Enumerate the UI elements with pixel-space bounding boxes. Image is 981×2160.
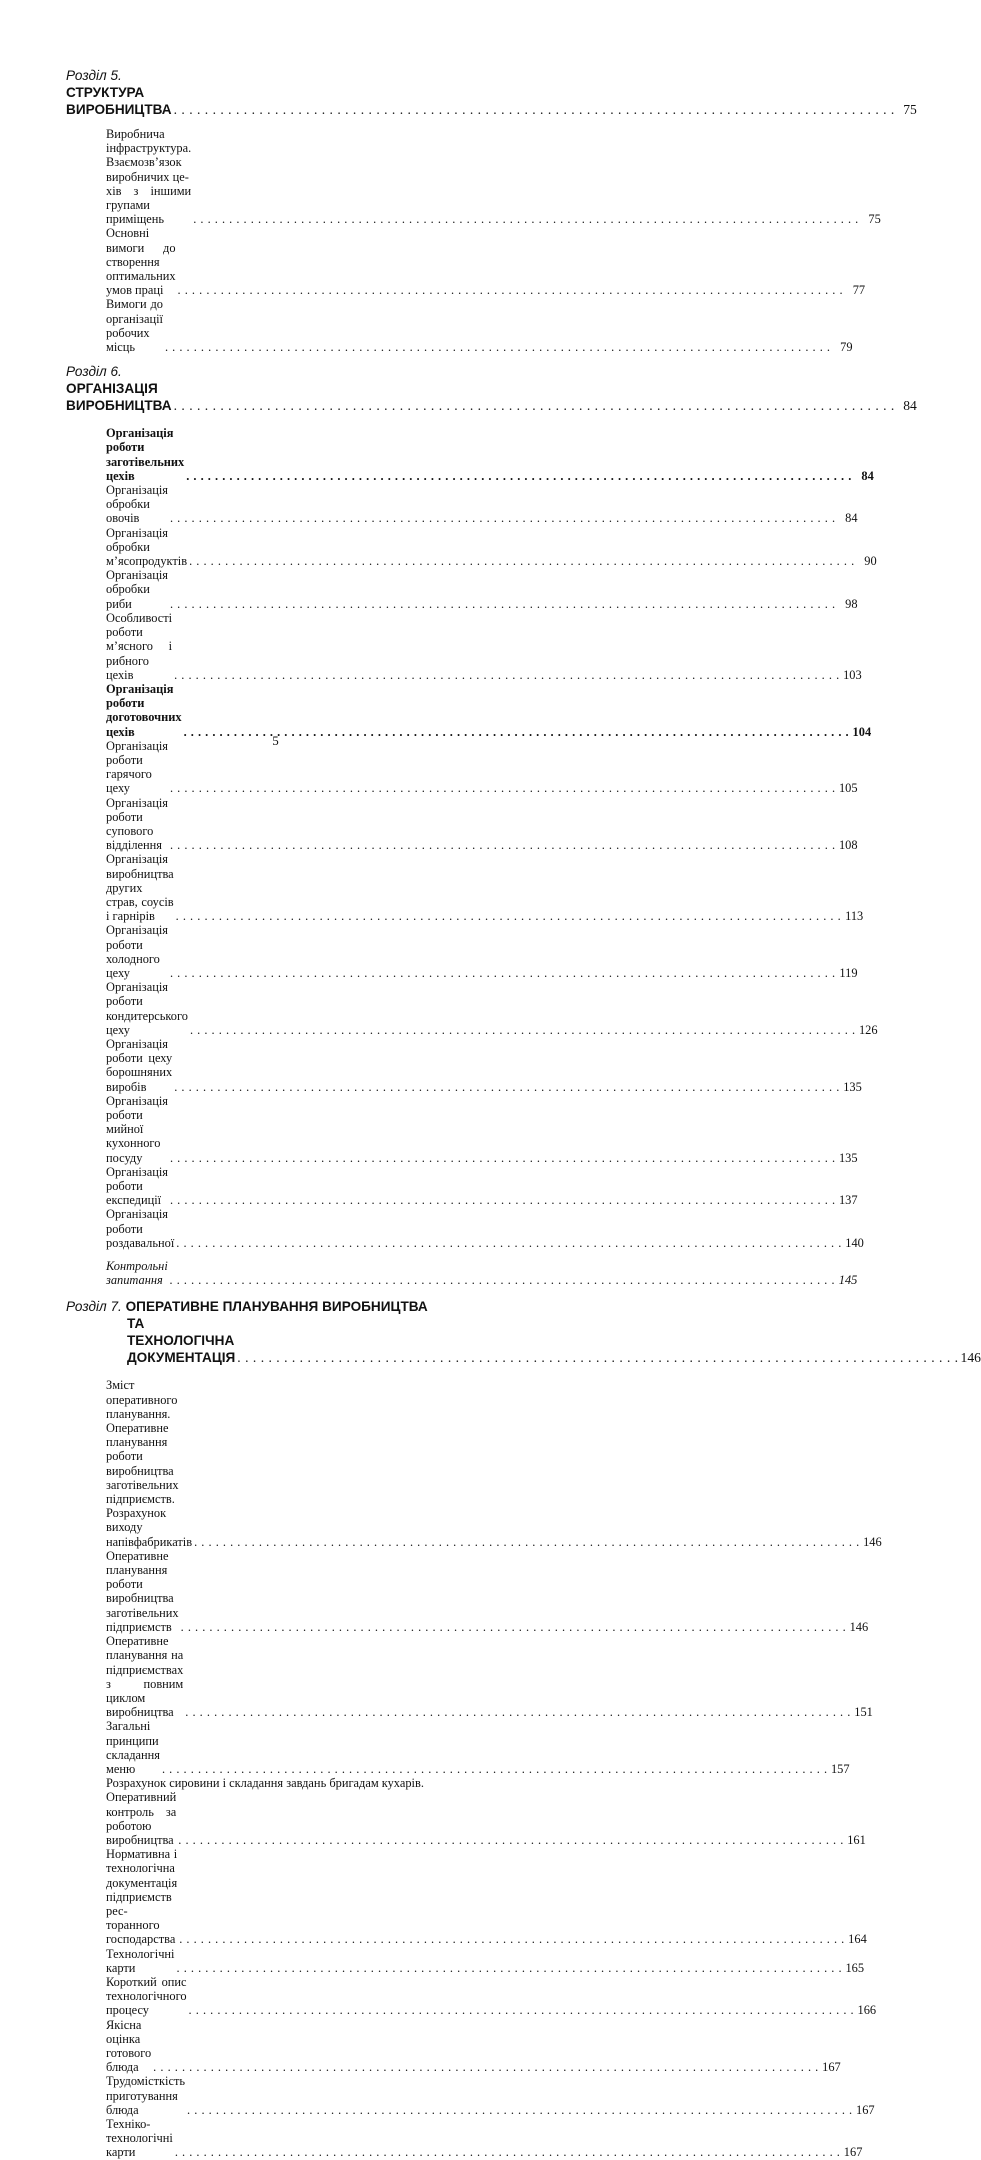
- entry-text-line: Оперативне планування на підприємствах з повним циклом: [106, 1634, 184, 1705]
- entry-text: [106, 127, 191, 226]
- leader-dots: [178, 1833, 844, 1847]
- toc-item[interactable]: [66, 610, 862, 682]
- chapter-prefix: Розділ 5.: [66, 68, 122, 83]
- chapter-5-entry[interactable]: [66, 67, 917, 118]
- entry-text: [127, 1315, 235, 1366]
- entry-text-line: Виробнича інфраструктура. Взаємозв’язок виробничих це-: [106, 127, 192, 184]
- leader-dots: [187, 2103, 853, 2117]
- entry-text-line: хів з іншими групами приміщень: [106, 183, 192, 227]
- page-ref: 119: [839, 965, 858, 980]
- entry-text: Організація роботи гарячого цеху: [106, 738, 168, 796]
- leader-dots: [170, 511, 836, 525]
- page-ref: 126: [858, 1022, 878, 1037]
- page-ref: 75: [903, 102, 917, 117]
- chapter-title: ОРГАНІЗАЦІЯ ВИРОБНИЦТВА: [66, 381, 172, 414]
- entry-text: [106, 1549, 179, 1634]
- page-ref: 103: [843, 667, 862, 682]
- leader-dots: [193, 212, 859, 226]
- entry-text: Організація обробки риби: [106, 568, 168, 611]
- entry-text: [66, 67, 172, 118]
- leader-dots: [170, 781, 836, 795]
- entry-text: Короткий опис технологічного процесу: [106, 1974, 187, 2018]
- entry-text: [66, 363, 172, 414]
- entry-text: Основні вимоги до створення оптимальних умов праці: [106, 226, 176, 298]
- page-ref: 145: [838, 1273, 858, 1288]
- leader-dots: [170, 1273, 836, 1287]
- page-ref: 98: [845, 596, 858, 611]
- table-of-contents: [66, 67, 981, 2160]
- entry-text: Організація роботи роздавальної: [106, 1207, 175, 1250]
- toc-item[interactable]: [66, 1378, 882, 1549]
- chapter-prefix: Розділ 6.: [66, 364, 122, 380]
- toc-item[interactable]: [66, 1207, 864, 1250]
- toc-item[interactable]: [66, 525, 877, 569]
- leader-dots: [170, 838, 836, 852]
- toc-item[interactable]: [66, 483, 858, 526]
- page-number: 5: [272, 733, 279, 748]
- entry-text: [106, 1378, 192, 1548]
- entry-text-line: торанного господарства: [106, 1918, 176, 1947]
- toc-item[interactable]: [66, 1093, 858, 1165]
- toc-item[interactable]: [66, 1946, 865, 1975]
- chapter-title-line1: ОПЕРАТИВНЕ ПЛАНУВАННЯ ВИРОБНИЦТВА: [125, 1299, 428, 1315]
- page-ref: 84: [861, 468, 874, 483]
- entry-text: Організація обробки овочів: [106, 483, 168, 526]
- entry-text-line: Нормативна і технологічна документація підприємств рес-: [106, 1847, 178, 1918]
- leader-dots: [185, 1705, 851, 1719]
- entry-text: Якісна оцінка готового блюда: [106, 2017, 152, 2075]
- leader-dots: [174, 668, 840, 682]
- toc-item[interactable]: [66, 1719, 850, 1776]
- leader-dots: [153, 2060, 819, 2074]
- leader-dots: [162, 1762, 828, 1776]
- entry-text: Організація роботи доготовочних цехів: [106, 681, 182, 739]
- leader-dots: [170, 1151, 836, 1165]
- leader-dots: [176, 909, 842, 923]
- page-ref: 135: [838, 1150, 858, 1165]
- toc-item[interactable]: [66, 1036, 862, 1094]
- toc-item[interactable]: [66, 852, 864, 924]
- entry-text-line: Оперативне планування роботи виробництва заготівельних: [106, 1548, 179, 1620]
- leader-dots: [176, 1236, 842, 1250]
- leader-dots: [181, 1620, 847, 1634]
- toc-item[interactable]: [66, 297, 853, 355]
- leader-dots: [194, 1535, 860, 1549]
- toc-item[interactable]: [66, 2117, 863, 2160]
- chapter-prefix: Розділ 7.: [66, 1299, 122, 1315]
- page-ref: 90: [864, 554, 877, 569]
- entry-text-line: підприємств: [106, 1619, 172, 1634]
- leader-dots: [170, 597, 836, 611]
- leader-dots: [179, 1932, 845, 1946]
- entry-text: Організація роботи мийної кухонного посуду: [106, 1093, 168, 1165]
- toc-item[interactable]: [66, 2017, 841, 2075]
- chapter-6-entry[interactable]: [66, 363, 917, 414]
- page-ref: 167: [822, 2060, 841, 2075]
- page-ref: 108: [838, 838, 858, 853]
- control-questions-entry[interactable]: [66, 1259, 858, 1288]
- page-ref: 166: [857, 2003, 877, 2018]
- page-ref: 105: [838, 781, 858, 796]
- entry-text-line: роботи виробництва заготівельних підприємств. Розрахунок: [106, 1449, 179, 1521]
- page-ref: 151: [854, 1705, 873, 1720]
- toc-item[interactable]: [66, 1974, 877, 2018]
- entry-text-line: виходу напівфабрикатів: [106, 1520, 193, 1549]
- page-ref: 104: [852, 724, 872, 739]
- entry-text: Вимоги до організації робочих місць: [106, 297, 163, 355]
- toc-item[interactable]: [66, 1548, 869, 1634]
- page-ref: 146: [849, 1619, 869, 1634]
- page-ref: 84: [903, 398, 917, 414]
- toc-item[interactable]: [66, 568, 858, 611]
- entry-text: Контрольні запитання: [106, 1259, 168, 1288]
- entry-text: Загальні принципи складання меню: [106, 1719, 160, 1776]
- page-ref: 157: [830, 1761, 850, 1776]
- page-ref: 167: [843, 2145, 863, 2160]
- entry-text: Технологічні карти: [106, 1946, 175, 1975]
- page-ref: 146: [863, 1534, 882, 1549]
- page-ref: 135: [843, 1079, 862, 1094]
- page-ref: 75: [868, 212, 881, 227]
- leader-dots: [175, 2145, 841, 2159]
- entry-text: Оперативний контроль за роботою виробництва: [106, 1790, 177, 1847]
- entry-text: Особливості роботи м’ясного і рибного цехів: [106, 610, 173, 682]
- leader-dots: [170, 966, 836, 980]
- leader-dots: [189, 2003, 855, 2017]
- page-ref: 77: [852, 283, 866, 298]
- page-ref: 137: [838, 1193, 858, 1208]
- entry-text: Організація обробки м’ясопродуктів: [106, 525, 188, 569]
- toc-item[interactable]: [66, 1847, 867, 1947]
- entry-text: Організація роботи цеху борошняних виробів: [106, 1036, 173, 1094]
- leader-dots: [178, 283, 844, 297]
- leader-dots: [237, 1349, 958, 1366]
- leader-dots: [177, 1961, 843, 1975]
- page-ref: 140: [845, 1235, 864, 1250]
- toc-item[interactable]: [66, 795, 858, 853]
- entry-text: Організація виробництва других страв, соусів і гарнірів: [106, 852, 174, 924]
- toc-item-line[interactable]: [66, 1776, 494, 1790]
- page-ref: 146: [960, 1350, 981, 1366]
- chapter-7-entry[interactable]: [66, 1299, 981, 1366]
- page-ref: 113: [845, 909, 864, 924]
- leader-dots: [174, 101, 895, 118]
- page-ref: 79: [840, 340, 853, 355]
- toc-item[interactable]: [66, 923, 858, 980]
- toc-item[interactable]: [66, 1164, 858, 1208]
- leader-dots: [190, 1023, 856, 1037]
- leader-dots: [165, 340, 831, 354]
- entry-text: Організація роботи супового відділення: [106, 795, 168, 853]
- entry-text: [106, 1847, 177, 1946]
- entry-text-line: Зміст оперативного планування. Оперативне планування: [106, 1378, 178, 1450]
- chapter-title-line2: ТА ТЕХНОЛОГІЧНА ДОКУМЕНТАЦІЯ: [127, 1316, 236, 1366]
- toc-item[interactable]: [66, 127, 881, 227]
- entry-text: Розрахунок сировини і складання завдань бригадам кухарів.: [106, 1776, 424, 1791]
- entry-text: Трудомісткість приготування блюда: [106, 2074, 186, 2117]
- toc-item[interactable]: [66, 681, 872, 739]
- entry-text: Організація роботи заготівельних цехів: [106, 426, 185, 483]
- chapter-title: СТРУКТУРА ВИРОБНИЦТВА: [66, 85, 172, 117]
- leader-dots: [174, 1080, 840, 1094]
- toc-item[interactable]: [66, 1634, 873, 1720]
- page-ref: 167: [856, 2102, 875, 2117]
- toc-item[interactable]: [66, 1790, 866, 1847]
- page-ref: 165: [845, 1960, 865, 1975]
- entry-text: Організація роботи холодного цеху: [106, 923, 168, 980]
- entry-text: Організація роботи кондитерського цеху: [106, 980, 188, 1037]
- leader-dots: [189, 554, 855, 568]
- entry-text: Техніко-технологічні карти: [106, 2117, 173, 2160]
- page-ref: 164: [848, 1932, 867, 1947]
- leader-dots: [186, 469, 852, 483]
- page-ref: 84: [845, 511, 858, 526]
- leader-dots: [170, 1193, 836, 1207]
- entry-text: Організація роботи експедиції: [106, 1164, 168, 1208]
- toc-item[interactable]: [66, 2074, 875, 2117]
- leader-dots: [174, 397, 895, 414]
- entry-text: [106, 1634, 183, 1719]
- toc-item[interactable]: [66, 226, 866, 298]
- toc-item[interactable]: [66, 980, 878, 1037]
- entry-text-line: виробництва: [106, 1705, 174, 1720]
- page-ref: 161: [847, 1832, 866, 1847]
- toc-item[interactable]: [66, 426, 874, 483]
